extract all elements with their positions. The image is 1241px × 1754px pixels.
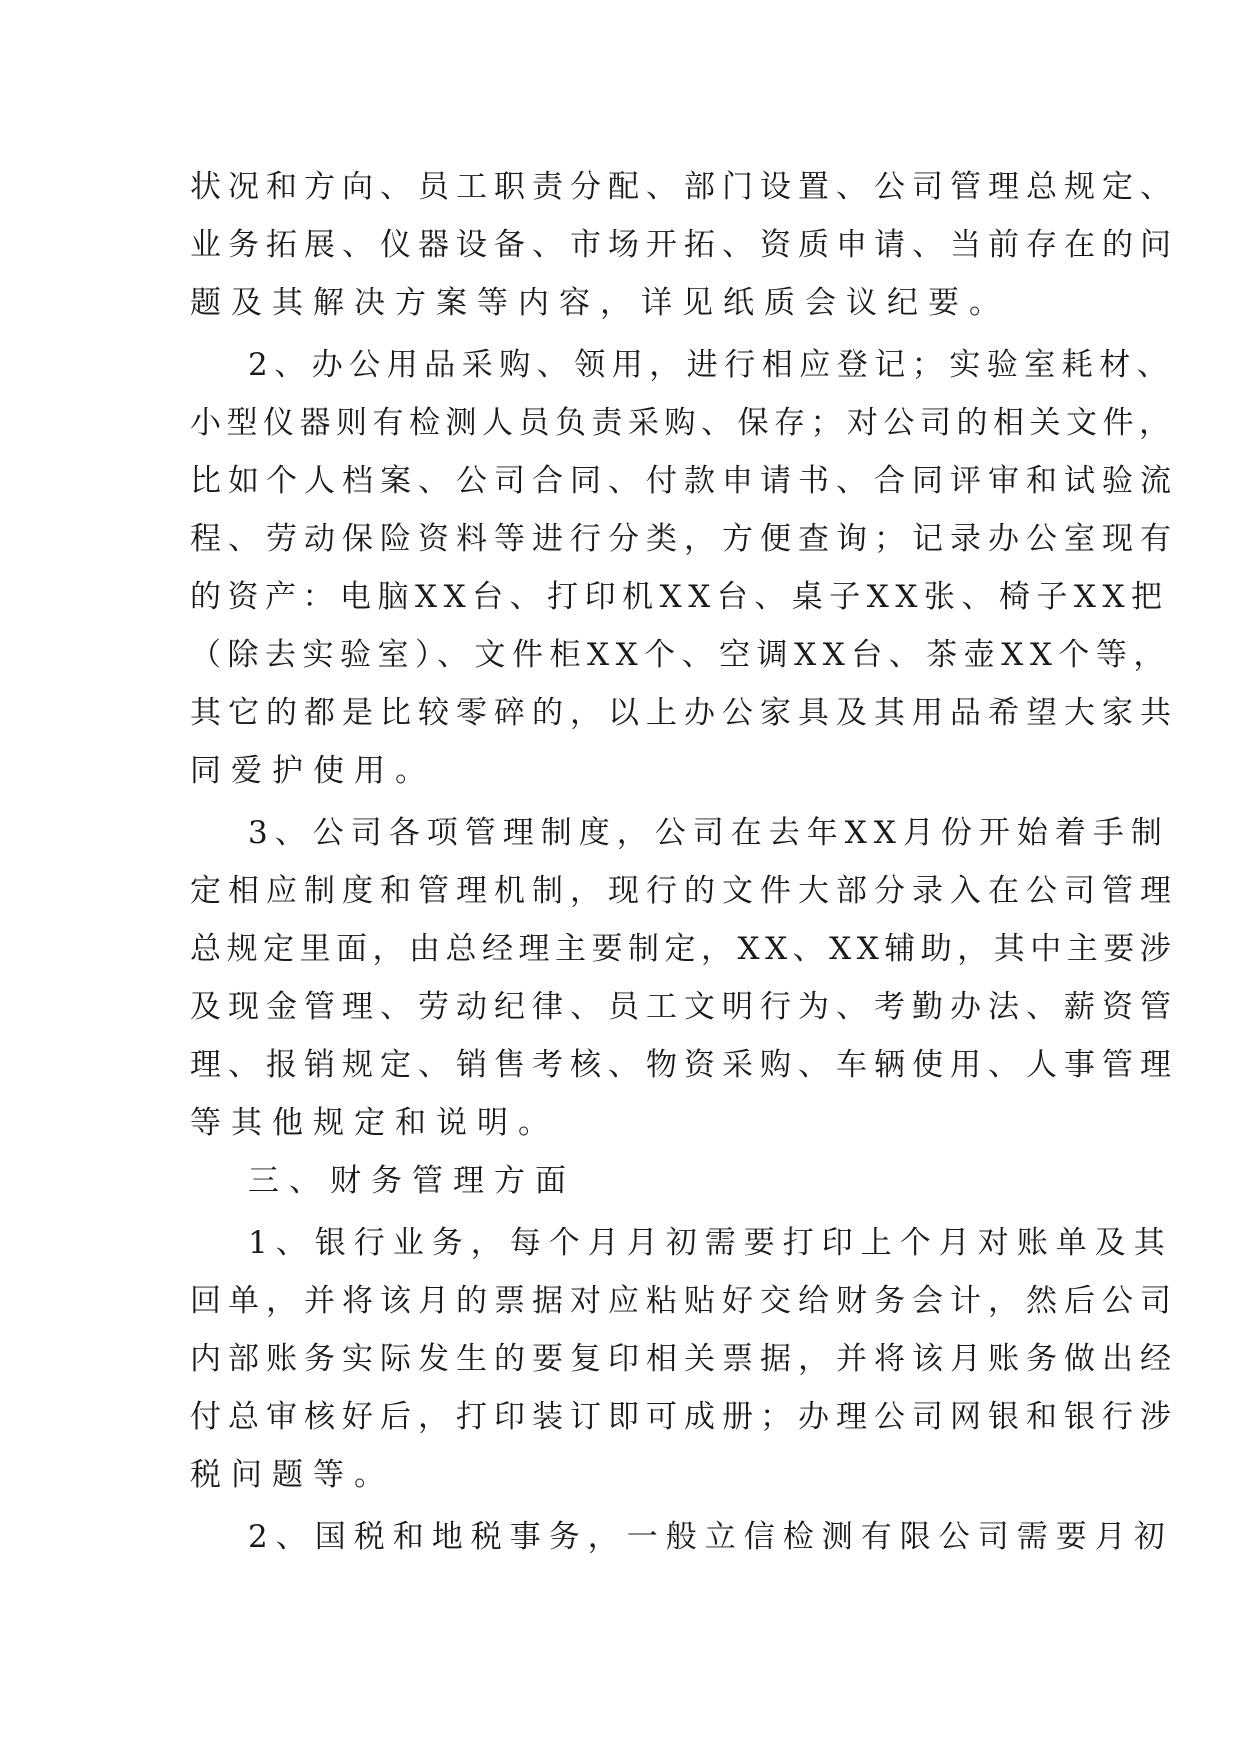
text-line: 等其他规定和说明。 <box>190 1105 559 1141</box>
text-line: 同爱护使用。 <box>190 753 436 789</box>
text-line: 定相应制度和管理机制，现行的文件大部分录入在公司管理 <box>190 873 1178 909</box>
text-line: 总规定里面，由总经理主要制定，XX、XX辅助，其中主要涉 <box>190 931 1177 967</box>
text-line: 题及其解决方案等内容，详见纸质会议纪要。 <box>190 285 1010 321</box>
text-line: 小型仪器则有检测人员负责采购、保存；对公司的相关文件， <box>190 405 1176 441</box>
text-line: 状况和方向、员工职责分配、部门设置、公司管理总规定、 <box>190 169 1178 205</box>
text-line: 程、劳动保险资料等进行分类，方便查询；记录办公室现有 <box>190 521 1178 557</box>
text-line: 税问题等。 <box>190 1457 395 1493</box>
text-line: 内部账务实际发生的要复印相关票据，并将该月账务做出经 <box>190 1341 1178 1377</box>
text-line: （除去实验室）、文件柜XX个、空调XX台、茶壶XX个等， <box>190 637 1171 673</box>
text-line: 的资产：电脑XX台、打印机XX台、桌子XX张、椅子XX把 <box>190 579 1169 615</box>
text-line: 回单，并将该月的票据对应粘贴好交给财务会计，然后公司 <box>190 1283 1178 1319</box>
text-line: 理、报销规定、销售考核、物资采购、车辆使用、人事管理 <box>190 1047 1178 1083</box>
section-heading: 三、财务管理方面 <box>248 1163 576 1199</box>
text-line: 付总审核好后，打印装订即可成册；办理公司网银和银行涉 <box>190 1399 1178 1435</box>
text-line: 及现金管理、劳动纪律、员工文明行为、考勤办法、薪资管 <box>190 989 1178 1025</box>
text-line: 其它的都是比较零碎的，以上办公家具及其用品希望大家共 <box>190 695 1178 731</box>
text-line: 3、公司各项管理制度，公司在去年XX月份开始着手制 <box>248 815 1169 851</box>
text-line: 业务拓展、仪器设备、市场开拓、资质申请、当前存在的问 <box>190 227 1178 263</box>
text-line: 2、国税和地税事务，一般立信检测有限公司需要月初 <box>248 1519 1173 1555</box>
text-line: 2、办公用品采购、领用，进行相应登记；实验室耗材、 <box>248 347 1175 383</box>
text-line: 比如个人档案、公司合同、付款申请书、合同评审和试验流 <box>190 463 1178 499</box>
text-line: 1、银行业务，每个月月初需要打印上个月对账单及其 <box>248 1225 1173 1261</box>
